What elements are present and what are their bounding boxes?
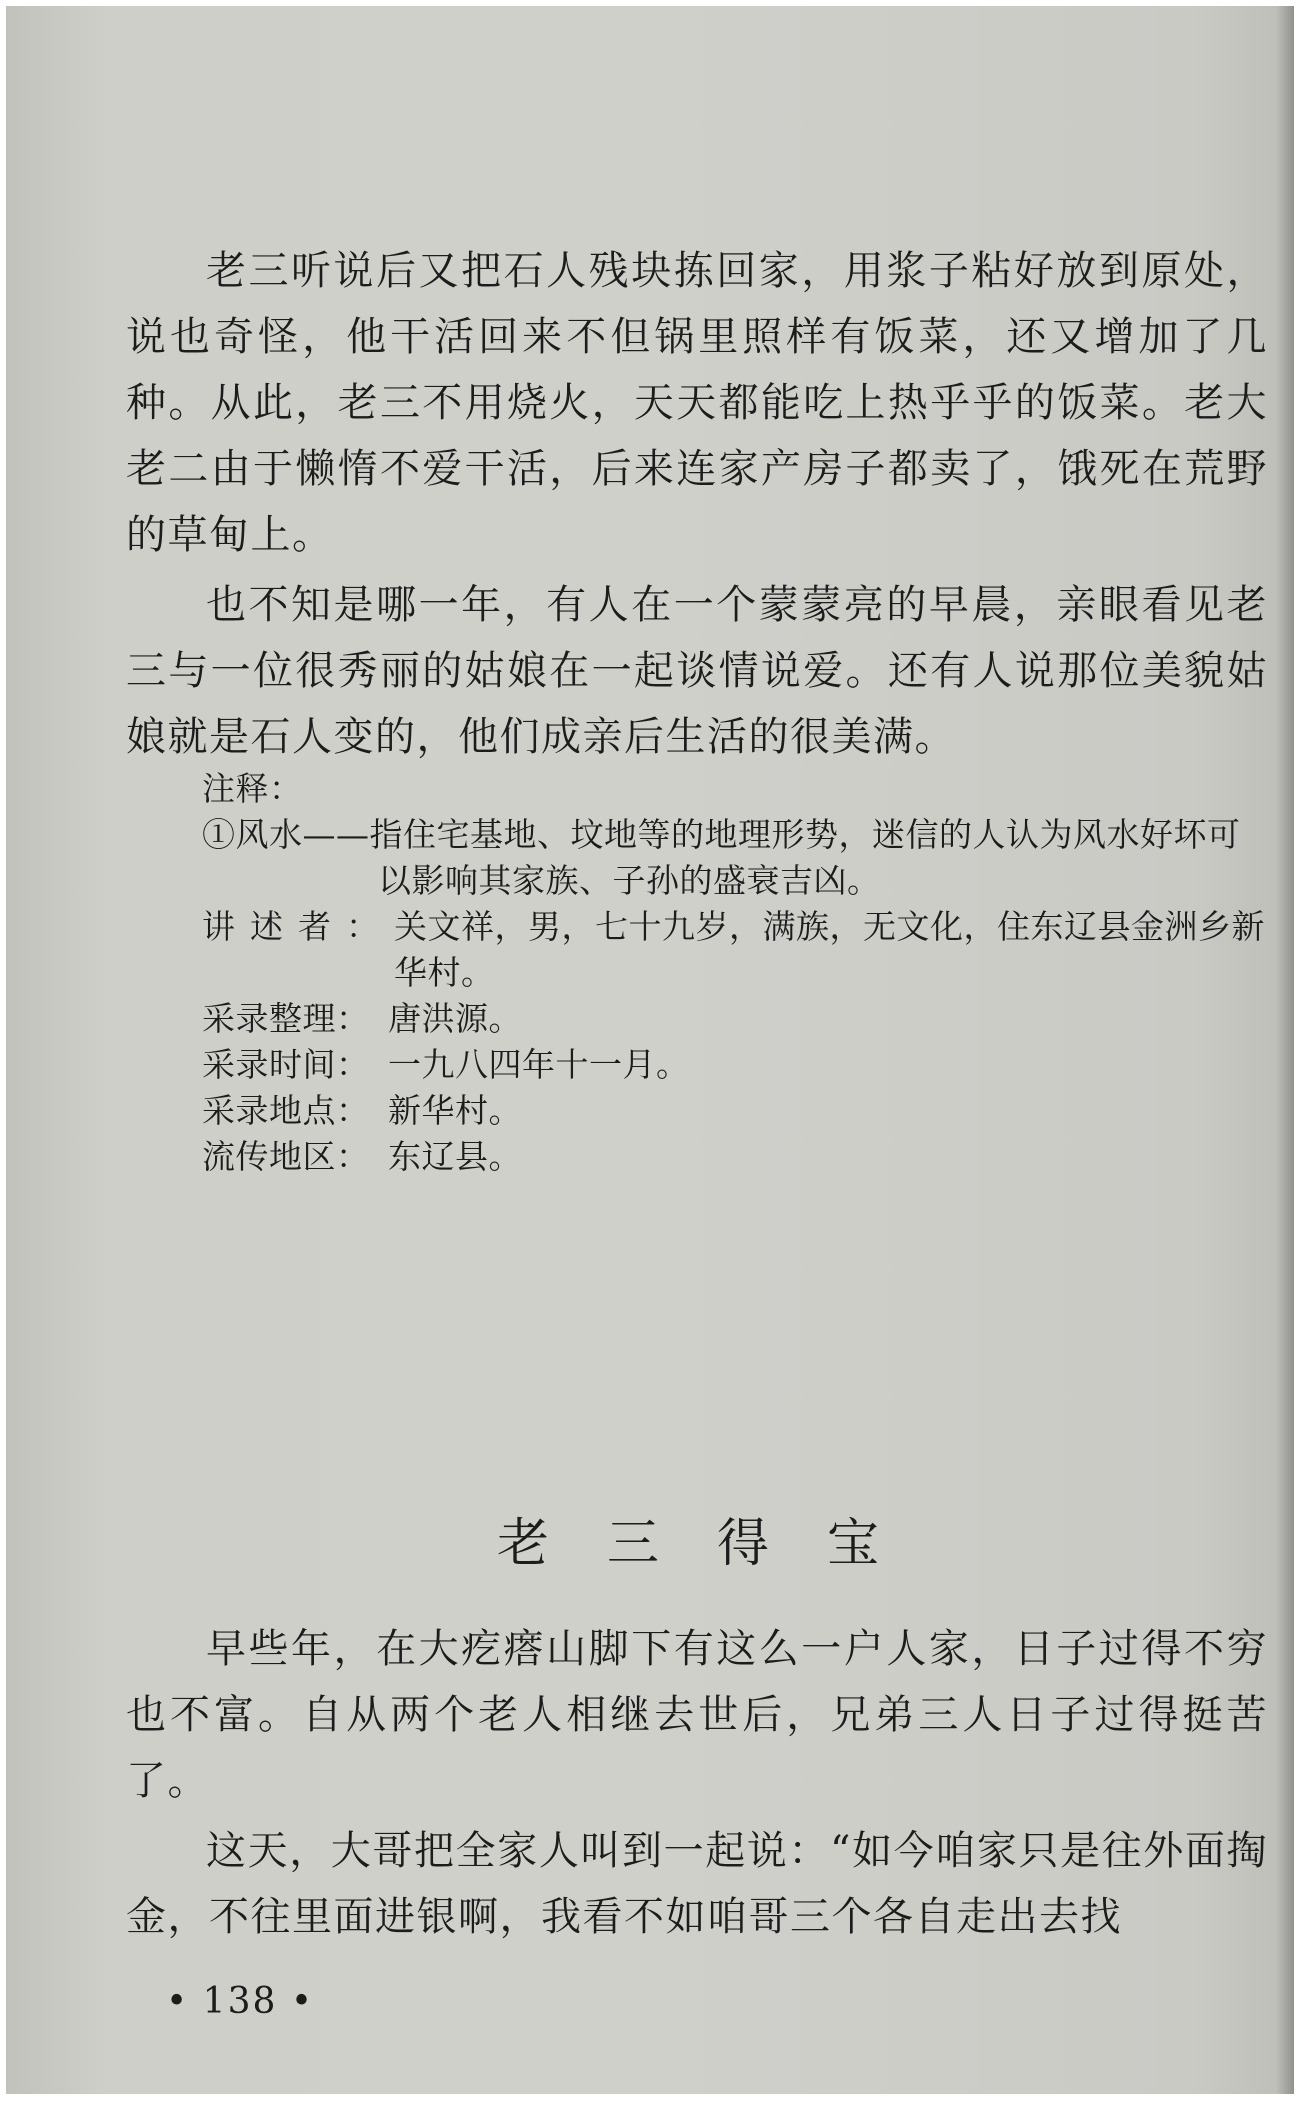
scan-shadow xyxy=(1276,6,1294,2094)
record-time-label: 采录时间： xyxy=(202,1045,370,1084)
paragraph: 这天，大哥把全家人叫到一起说：“如今咱家只是往外面掏金，不往里面进银啊，我看不如咱哥三个各自走出去找 xyxy=(126,1828,1268,1940)
story-continuation xyxy=(126,238,1268,774)
paragraph: 早些年，在大疙瘩山脚下有这么一户人家，日子过得不穷也不富。自从两个老人相继去世后，兄弟三人日子过得挺苦了。 xyxy=(126,1626,1268,1804)
story-title: 老三得宝 xyxy=(496,1514,937,1574)
circulation-area-value: 东辽县。 xyxy=(388,1137,522,1176)
narrator-row xyxy=(202,904,1272,996)
footnote-item: ①风水——指住宅基地、坟地等的地理形势，迷信的人认为风水好坏可以影响其家族、子孙的盛衰吉凶。 xyxy=(202,815,1241,900)
record-place-label: 采录地点： xyxy=(202,1091,370,1130)
record-place-row xyxy=(202,1088,1272,1134)
notes-heading: 注释： xyxy=(202,769,303,808)
recorder-value: 唐洪源。 xyxy=(388,999,522,1038)
circulation-area-label: 流传地区： xyxy=(202,1137,370,1176)
record-time-value: 一九八四年十一月。 xyxy=(388,1045,690,1084)
circulation-area-row xyxy=(202,1134,1272,1180)
narrator-label: 讲述者： xyxy=(202,907,394,946)
record-time-row xyxy=(202,1042,1272,1088)
story-laosan-debao xyxy=(126,1501,1268,1954)
recorder-row xyxy=(202,996,1272,1042)
recorder-label: 采录整理： xyxy=(202,999,370,1038)
notes-section xyxy=(202,766,1272,1180)
paragraph: 老三听说后又把石人残块拣回家，用浆子粘好放到原处，说也奇怪，他干活回来不但锅里照样有饭菜，还又增加了几种。从此，老三不用烧火，天天都能吃上热乎乎的饭菜。老大老二由于懒惰不爱干活，后来连家产房子都卖了，饿死在荒野的草甸上。 xyxy=(126,248,1268,558)
record-place-value: 新华村。 xyxy=(388,1091,522,1130)
page-number: • 138 • xyxy=(166,1981,315,2022)
paragraph: 也不知是哪一年，有人在一个蒙蒙亮的早晨，亲眼看见老三与一位很秀丽的姑娘在一起谈情说爱。还有人说那位美貌姑娘就是石人变的，他们成亲后生活的很美满。 xyxy=(126,582,1268,760)
book-page xyxy=(6,6,1294,2094)
narrator-value: 关文祥，男，七十九岁，满族，无文化，住东辽县金洲乡新华村。 xyxy=(394,907,1265,992)
